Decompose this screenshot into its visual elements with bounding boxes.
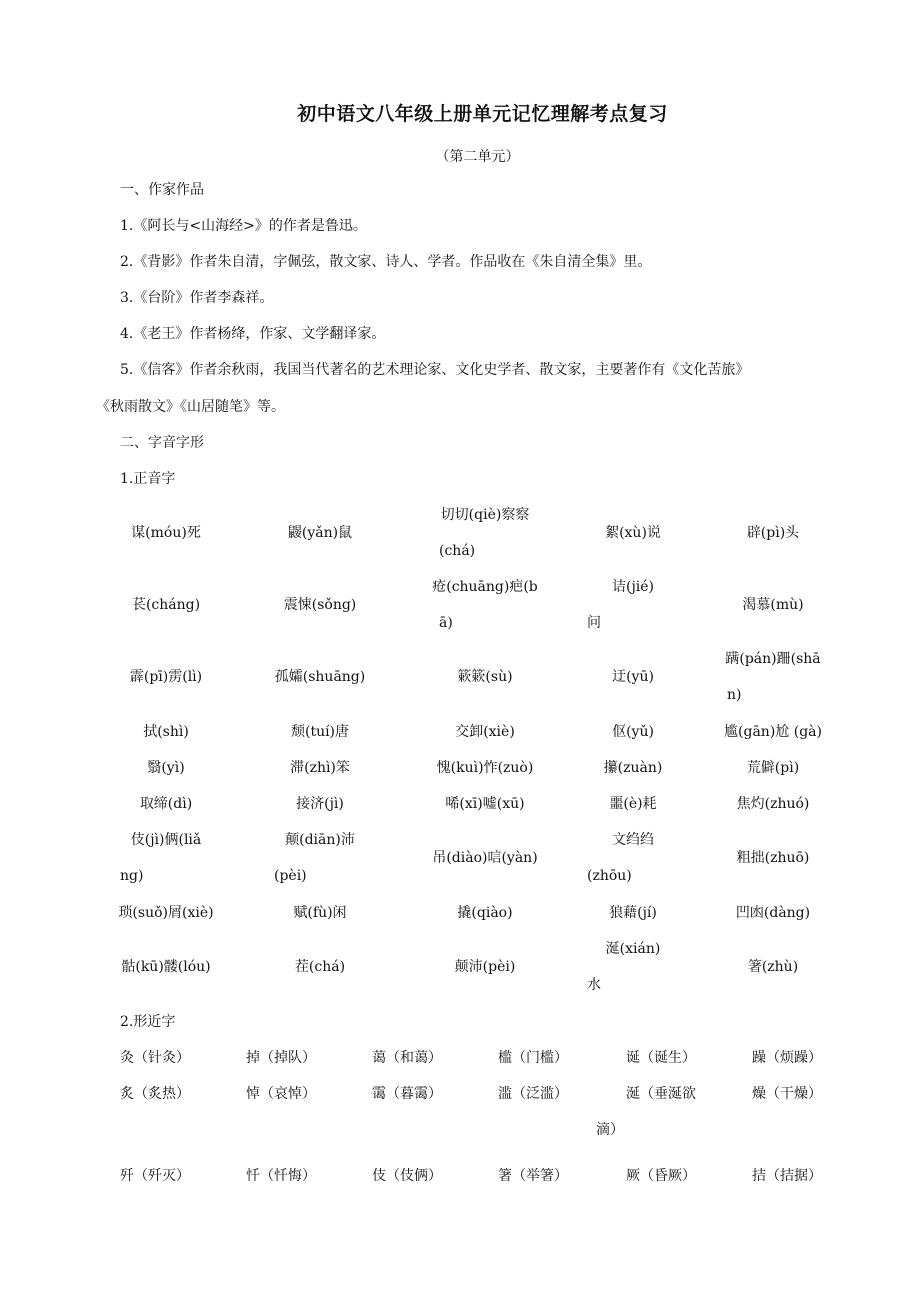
section-heading-pronunciation: 二、字音字形 — [120, 435, 204, 451]
pinyin-entry: n) — [727, 687, 742, 703]
pinyin-entry: 伛(yǔ) — [612, 724, 654, 740]
pinyin-entry: 尴(gān)尬 (gà) — [724, 724, 822, 740]
pinyin-entry: 谋(móu)死 — [131, 525, 201, 541]
similar-character-entry: 箸（举箸） — [498, 1168, 568, 1184]
similar-character-entry: 悼（哀悼） — [246, 1086, 316, 1102]
pinyin-entry: 拭(shì) — [143, 724, 189, 740]
pinyin-entry: 赋(fù)闲 — [293, 905, 347, 921]
pinyin-entry: 攥(zuàn) — [603, 760, 663, 776]
pinyin-entry: 接济(jì) — [296, 796, 344, 812]
similar-character-entry: 掉（掉队） — [246, 1050, 316, 1066]
pinyin-entry: 霹(pī)雳(lì) — [129, 669, 203, 685]
author-item-5: 5.《信客》作者余秋雨，我国当代著名的艺术理论家、文化史学者、散文家，主要著作有《文化苦旅》 — [120, 362, 750, 378]
similar-character-entry: 忏（忏悔） — [246, 1168, 316, 1184]
pinyin-entry: 涎(xián) — [605, 941, 661, 957]
pinyin-entry: 疮(chuāng)疤(b — [432, 579, 538, 595]
pinyin-entry: 狼藉(jí) — [609, 905, 657, 921]
pinyin-entry: 取缔(dì) — [139, 796, 193, 812]
pinyin-entry: 荒僻(pì) — [746, 760, 800, 776]
pinyin-entry: 文绉绉 — [612, 832, 654, 848]
pinyin-entry: 问 — [587, 615, 601, 631]
similar-character-entry: 滴） — [596, 1122, 624, 1138]
pinyin-entry: 苌(cháng) — [131, 597, 201, 613]
similar-character-entry: 伎（伎俩） — [372, 1168, 442, 1184]
similar-character-entry: 燥（干燥） — [752, 1086, 822, 1102]
author-item-5-continued: 《秋雨散文》《山居随笔》等。 — [96, 399, 285, 415]
pinyin-entry: 切切(qiè)察察 — [440, 507, 530, 523]
pinyin-entry: 噩(è)耗 — [609, 796, 657, 812]
pinyin-entry: 水 — [587, 977, 601, 993]
pinyin-entry: ā) — [439, 615, 453, 631]
pinyin-entry: 唏(xī)嘘(xū) — [445, 796, 525, 812]
pinyin-entry: 琐(suǒ)屑(xiè) — [118, 905, 214, 921]
pinyin-entry: 震悚(sǒng) — [283, 597, 357, 613]
pinyin-entry: 粗拙(zhuō) — [736, 850, 810, 866]
similar-character-entry: 滥（泛滥） — [498, 1086, 568, 1102]
pinyin-entry: 絮(xù)说 — [605, 525, 661, 541]
pinyin-entry: (chá) — [439, 543, 476, 559]
similar-character-entry: 拮（拮据） — [752, 1168, 822, 1184]
similar-character-entry: 蔼（和蔼） — [372, 1050, 442, 1066]
pinyin-entry: 伎(jì)俩(liǎ — [130, 832, 202, 848]
pinyin-entry: (zhōu) — [587, 868, 632, 884]
page-subtitle: （第二单元） — [435, 149, 520, 165]
similar-character-entry: 霭（暮霭） — [372, 1086, 442, 1102]
subsection-similar-heading: 2.形近字 — [120, 1014, 176, 1030]
pinyin-entry: 骷(kū)髅(lóu) — [121, 959, 211, 975]
author-item-4: 4.《老王》作者杨绛，作家、文学翻译家。 — [120, 326, 386, 342]
similar-character-entry: 炙（炙热） — [120, 1086, 190, 1102]
pinyin-entry: 颓(tuí)唐 — [290, 724, 350, 740]
similar-character-entry: 厥（昏厥） — [626, 1168, 696, 1184]
similar-character-entry: 灸（针灸） — [120, 1050, 190, 1066]
pinyin-entry: 蹒(pán)跚(shā — [725, 651, 821, 667]
similar-character-entry: 诞（诞生） — [626, 1050, 696, 1066]
pinyin-entry: 辟(pì)头 — [746, 525, 800, 541]
pinyin-entry: 交卸(xiè) — [455, 724, 515, 740]
pinyin-entry: 茬(chá) — [294, 959, 346, 975]
pinyin-entry: 渴慕(mù) — [742, 597, 804, 613]
pinyin-entry: (pèi) — [274, 868, 307, 884]
similar-character-entry: 歼（歼灭） — [120, 1168, 190, 1184]
subsection-pinyin-heading: 1.正音字 — [120, 471, 176, 487]
pinyin-entry: 颠沛(pèi) — [454, 959, 516, 975]
pinyin-entry: 鼹(yǎn)鼠 — [287, 525, 353, 541]
pinyin-entry: 迂(yū) — [612, 669, 654, 685]
page-title: 初中语文八年级上册单元记忆理解考点复习 — [297, 103, 668, 125]
section-heading-authors: 一、作家作品 — [120, 182, 204, 198]
pinyin-entry: 孤孀(shuāng) — [274, 669, 366, 685]
pinyin-entry: 簌簌(sù) — [457, 669, 513, 685]
similar-character-entry: 涎（垂涎欲 — [626, 1086, 696, 1102]
pinyin-entry: 撬(qiào) — [457, 905, 513, 921]
author-item-2: 2.《背影》作者朱自清，字佩弦，散文家、诗人、学者。作品收在《朱自清全集》里。 — [120, 254, 652, 270]
pinyin-entry: 滞(zhì)笨 — [290, 760, 350, 776]
pinyin-entry: 愧(kuì)怍(zuò) — [436, 760, 534, 776]
author-item-1: 1.《阿长与<山海经>》的作者是鲁迅。 — [120, 218, 367, 234]
pinyin-entry: ng) — [120, 868, 144, 884]
pinyin-entry: 凹凼(dàng) — [735, 905, 811, 921]
pinyin-entry: 翳(yì) — [147, 760, 185, 776]
pinyin-entry: 焦灼(zhuó) — [736, 796, 810, 812]
pinyin-entry: 颠(diān)沛 — [285, 832, 355, 848]
pinyin-entry: 吊(diào)唁(yàn) — [432, 850, 538, 866]
similar-character-entry: 槛（门槛） — [498, 1050, 568, 1066]
pinyin-entry: 箸(zhù) — [747, 959, 799, 975]
pinyin-entry: 诘(jié) — [611, 579, 655, 595]
author-item-3: 3.《台阶》作者李森祥。 — [120, 290, 274, 306]
similar-character-entry: 躁（烦躁） — [752, 1050, 822, 1066]
